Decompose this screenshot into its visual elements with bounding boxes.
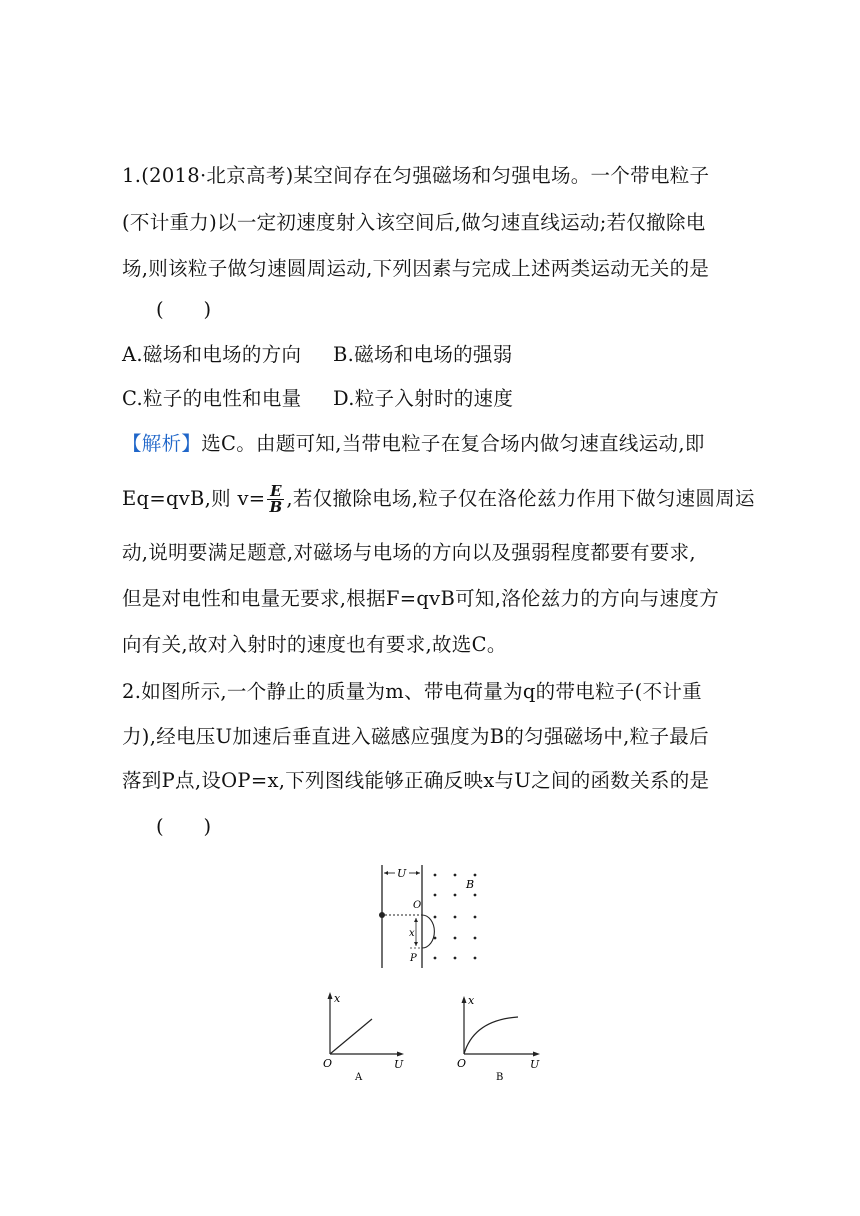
graph-a-ylabel: x — [334, 992, 341, 1005]
q2-stem-line3: 落到P点,设OP=x,下列图线能够正确反映x与U之间的函数关系的是 — [122, 769, 710, 792]
graph-b-xlabel: U — [530, 1058, 540, 1071]
q2-stem-line1: 2.如图所示,一个静止的质量为m、带电荷量为q的带电粒子(不计重 — [122, 680, 702, 703]
voltage-label: U — [397, 867, 407, 880]
q1-stem-line2: (不计重力)以一定初速度射入该空间后,做匀速直线运动;若仅撤除电 — [122, 211, 706, 234]
analysis-line2 — [122, 484, 755, 515]
analysis-line4: 但是对电性和电量无要求,根据F=qvB可知,洛伦兹力的方向与速度方 — [122, 587, 719, 610]
origin-o-label: O — [413, 900, 422, 911]
graph-a-origin: O — [323, 1057, 333, 1070]
graph-b-ylabel: x — [468, 994, 475, 1007]
graph-b-origin: O — [457, 1057, 467, 1070]
graph-a-xlabel: U — [394, 1058, 404, 1071]
graph-option-a — [318, 988, 418, 1082]
velocity-fraction — [267, 484, 284, 515]
distance-x-label: x — [409, 928, 415, 939]
field-label: B — [466, 878, 475, 891]
accelerator-figure — [370, 860, 500, 972]
q1-option-d: D.粒子入射时的速度 — [333, 387, 514, 410]
q2-stem-line2: 力),经电压U加速后垂直进入磁感应强度为B的匀强磁场中,粒子最后 — [122, 725, 709, 748]
point-p-label: P — [410, 953, 417, 964]
analysis-text2: ,若仅撤除电场,粒子仅在洛伦兹力作用下做匀速圆周运 — [286, 487, 755, 510]
graph-a-curve — [330, 1019, 372, 1054]
q1-option-b: B.磁场和电场的强弱 — [333, 343, 513, 366]
q1-stem-line1: 1.(2018·北京高考)某空间存在匀强磁场和匀强电场。一个带电粒子 — [122, 164, 710, 187]
graph-b-curve — [464, 1017, 518, 1054]
graph-a-caption: A — [355, 1072, 363, 1082]
analysis-label: 【解析】 — [122, 432, 202, 455]
q1-option-a: A.磁场和电场的方向 — [122, 343, 302, 366]
q1-stem-line3: 场,则该粒子做匀速圆周运动,下列因素与完成上述两类运动无关的是 — [122, 257, 710, 280]
q2-answer-bracket: ( ) — [156, 815, 212, 838]
q1-option-c: C.粒子的电性和电量 — [122, 387, 302, 410]
analysis-text1: 选C。由题可知,当带电粒子在复合场内做匀速直线运动,即 — [201, 432, 705, 455]
analysis-equation: Eq=qvB,则 v= — [122, 487, 266, 510]
fraction-denominator: B — [269, 498, 283, 516]
analysis-line3: 动,说明要满足题意,对磁场与电场的方向以及强弱程度都要有要求, — [122, 541, 696, 564]
graph-option-b — [454, 988, 554, 1082]
graph-b-caption: B — [496, 1072, 504, 1082]
q1-answer-bracket: ( ) — [156, 298, 212, 321]
fraction-numerator: E — [267, 484, 284, 500]
analysis-line5: 向有关,故对入射时的速度也有要求,故选C。 — [122, 633, 507, 656]
analysis-line1 — [122, 431, 705, 457]
